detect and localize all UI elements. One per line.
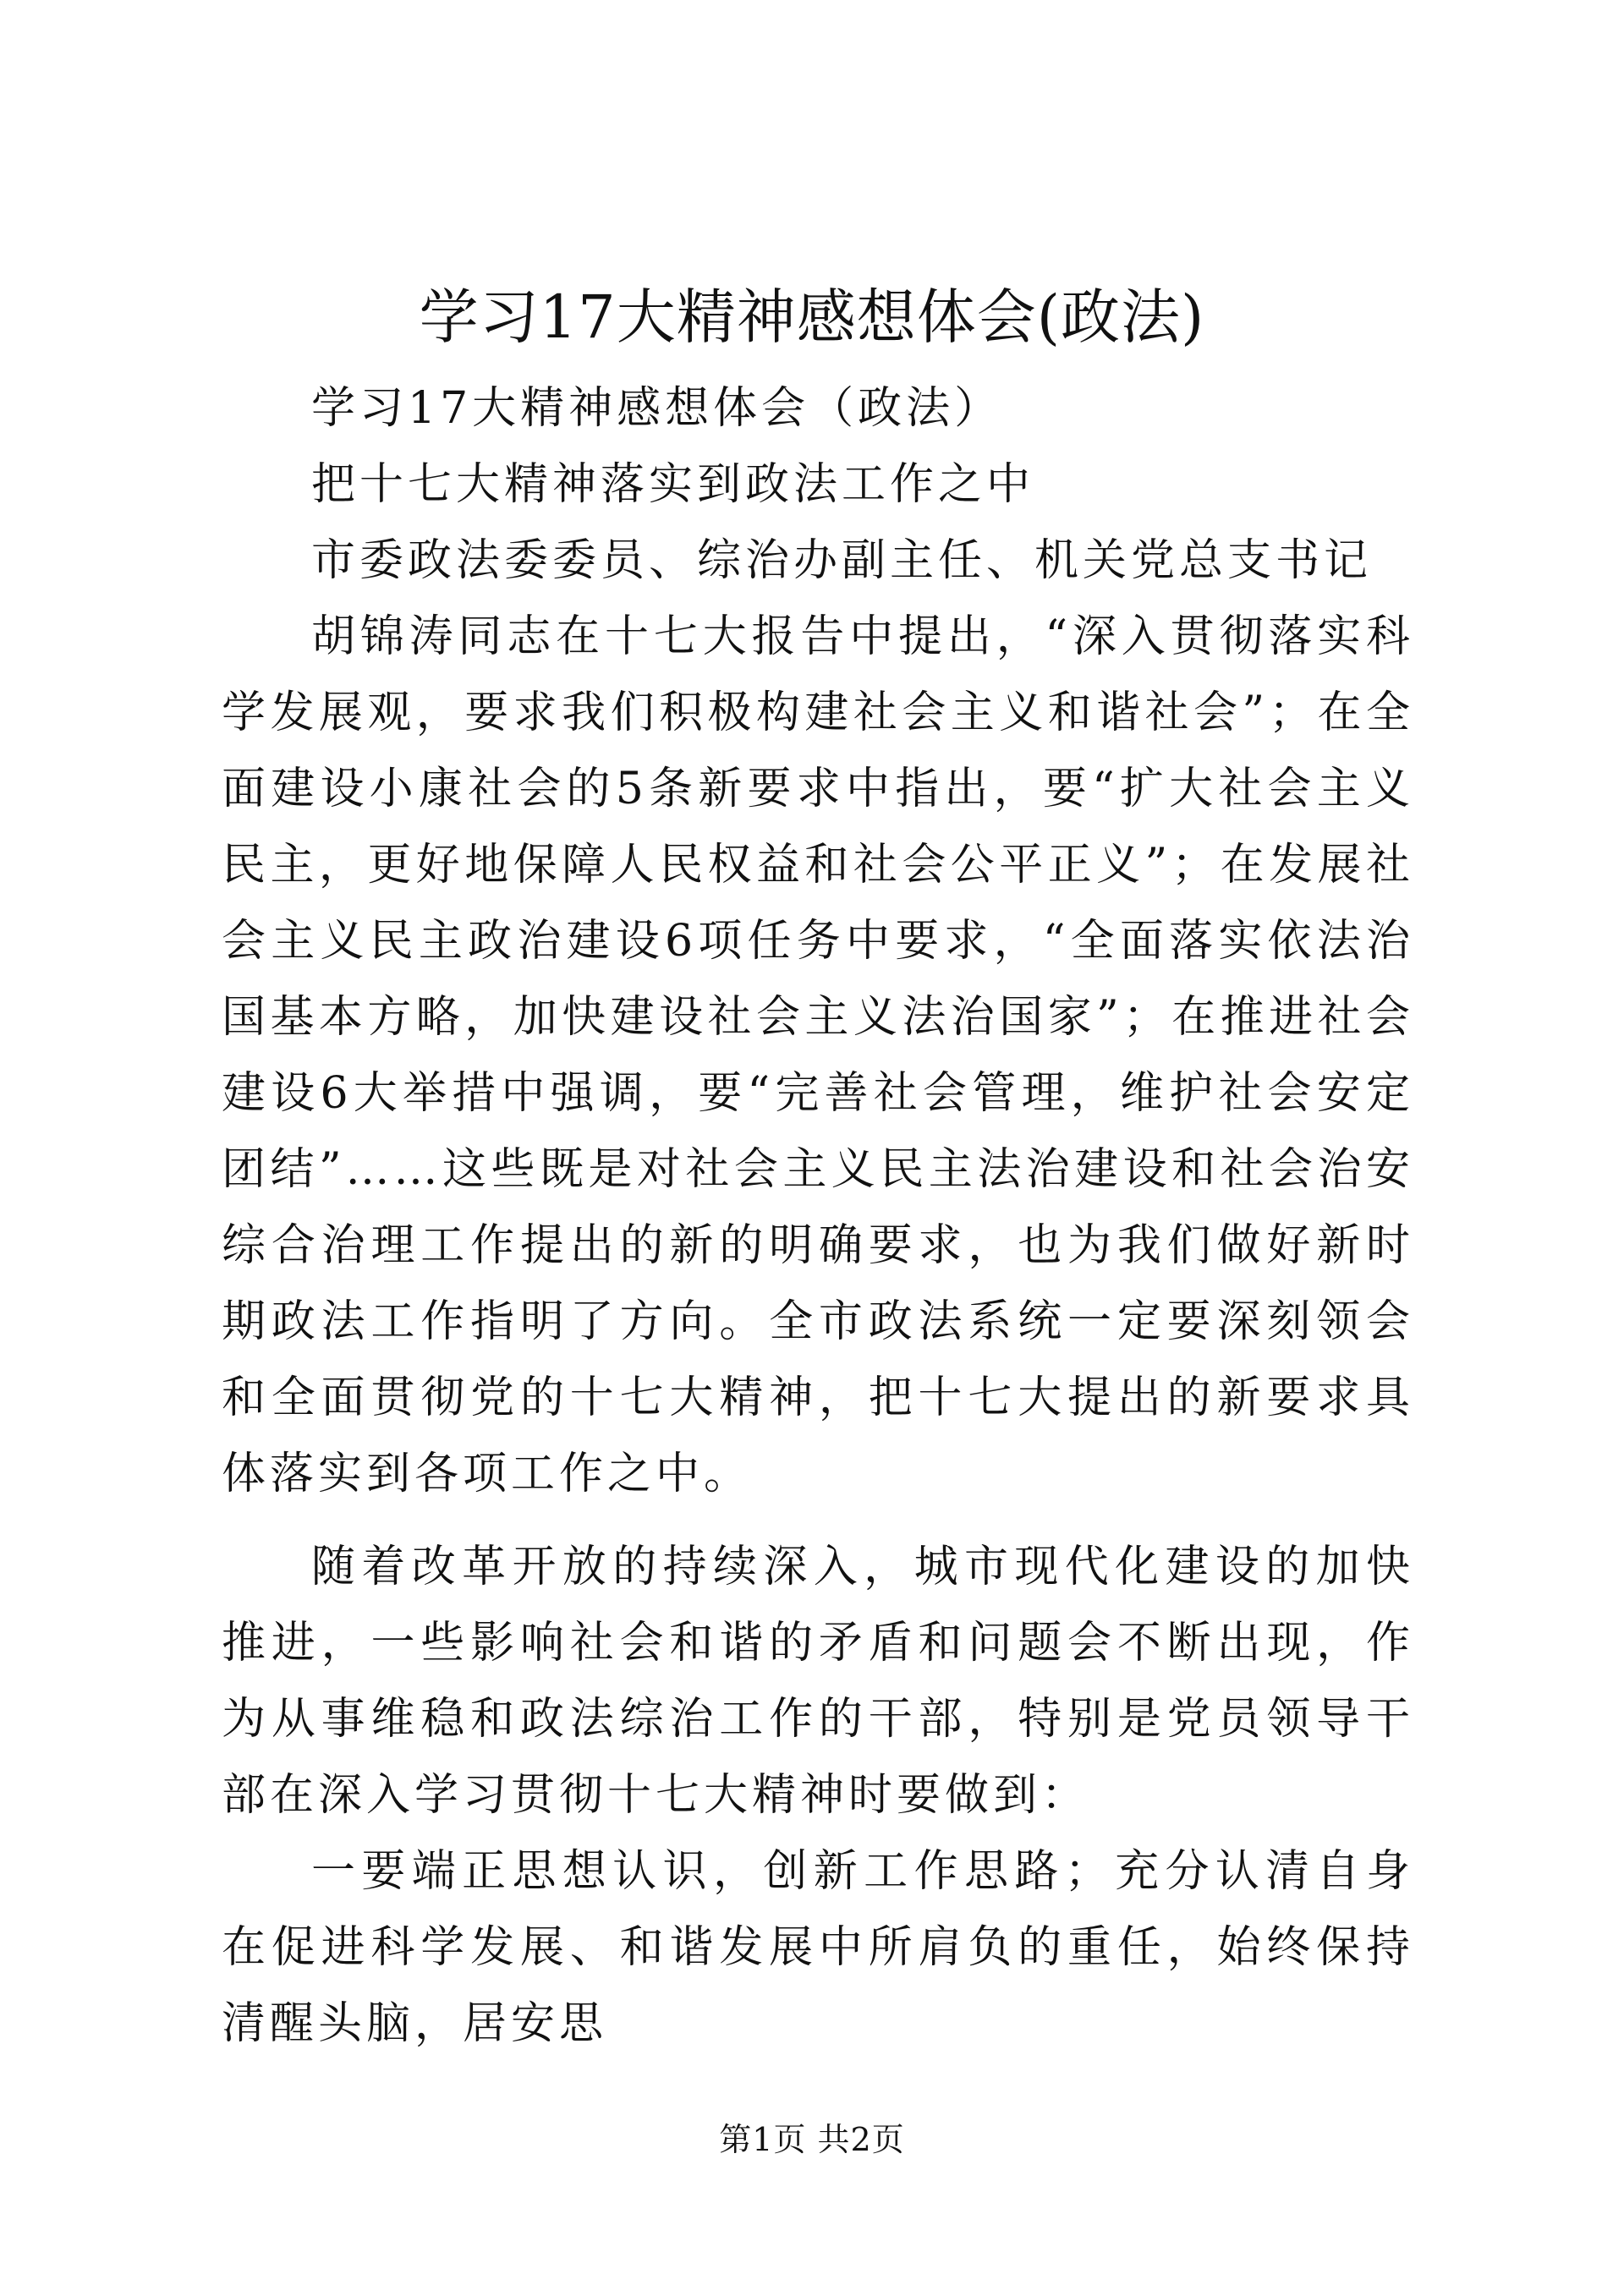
subtitle-paragraph: 学习17大精神感想体会（政法） [311, 383, 1003, 434]
body-paragraph: 一要端正思想认识，创新工作思路；充分认清自身在促进科学发展、和谐发展中所肩负的重任，始终保持清醒头脑，居安思 [222, 1846, 1414, 2049]
heading-paragraph: 把十七大精神落实到政法工作之中 [311, 459, 1035, 510]
document-title: 学习17大精神感想体会(政法) [419, 282, 1205, 352]
document-body [222, 370, 1414, 2062]
author-paragraph: 市委政法委委员、综治办副主任、机关党总支书记 [311, 535, 1373, 586]
body-paragraph: 胡锦涛同志在十七大报告中提出，“深入贯彻落实科学发展观，要求我们积极构建社会主义和谐社会”；在全面建设小康社会的5条新要求中指出，要“扩大社会主义民主，更好地保障人民权益和社会公平正义”；在发展社会主义民主政治建设6项任务中要求，“全面落实依法治国基本方略，加快建设社会主义法治国家”；在推进社会建设6大举措中强调，要“完善社会管理，维护社会安定团结”……这些既是对社会主义民主法治建设和社会治安综合治理工作提出的新的明确要求，也为我们做好新时期政法工作指明了方向。全市政法系统一定要深刻领会和全面贯彻党的十七大精神，把十七大提出的新要求具体落实到各项工作之中。 [222, 611, 1414, 1499]
page-number-footer: 第1页 共2页 [719, 2121, 905, 2158]
body-paragraph: 随着改革开放的持续深入，城市现代化建设的加快推进，一些影响社会和谐的矛盾和问题会不断出现，作为从事维稳和政法综治工作的干部，特别是党员领导干部在深入学习贯彻十七大精神时要做到： [222, 1542, 1414, 1821]
